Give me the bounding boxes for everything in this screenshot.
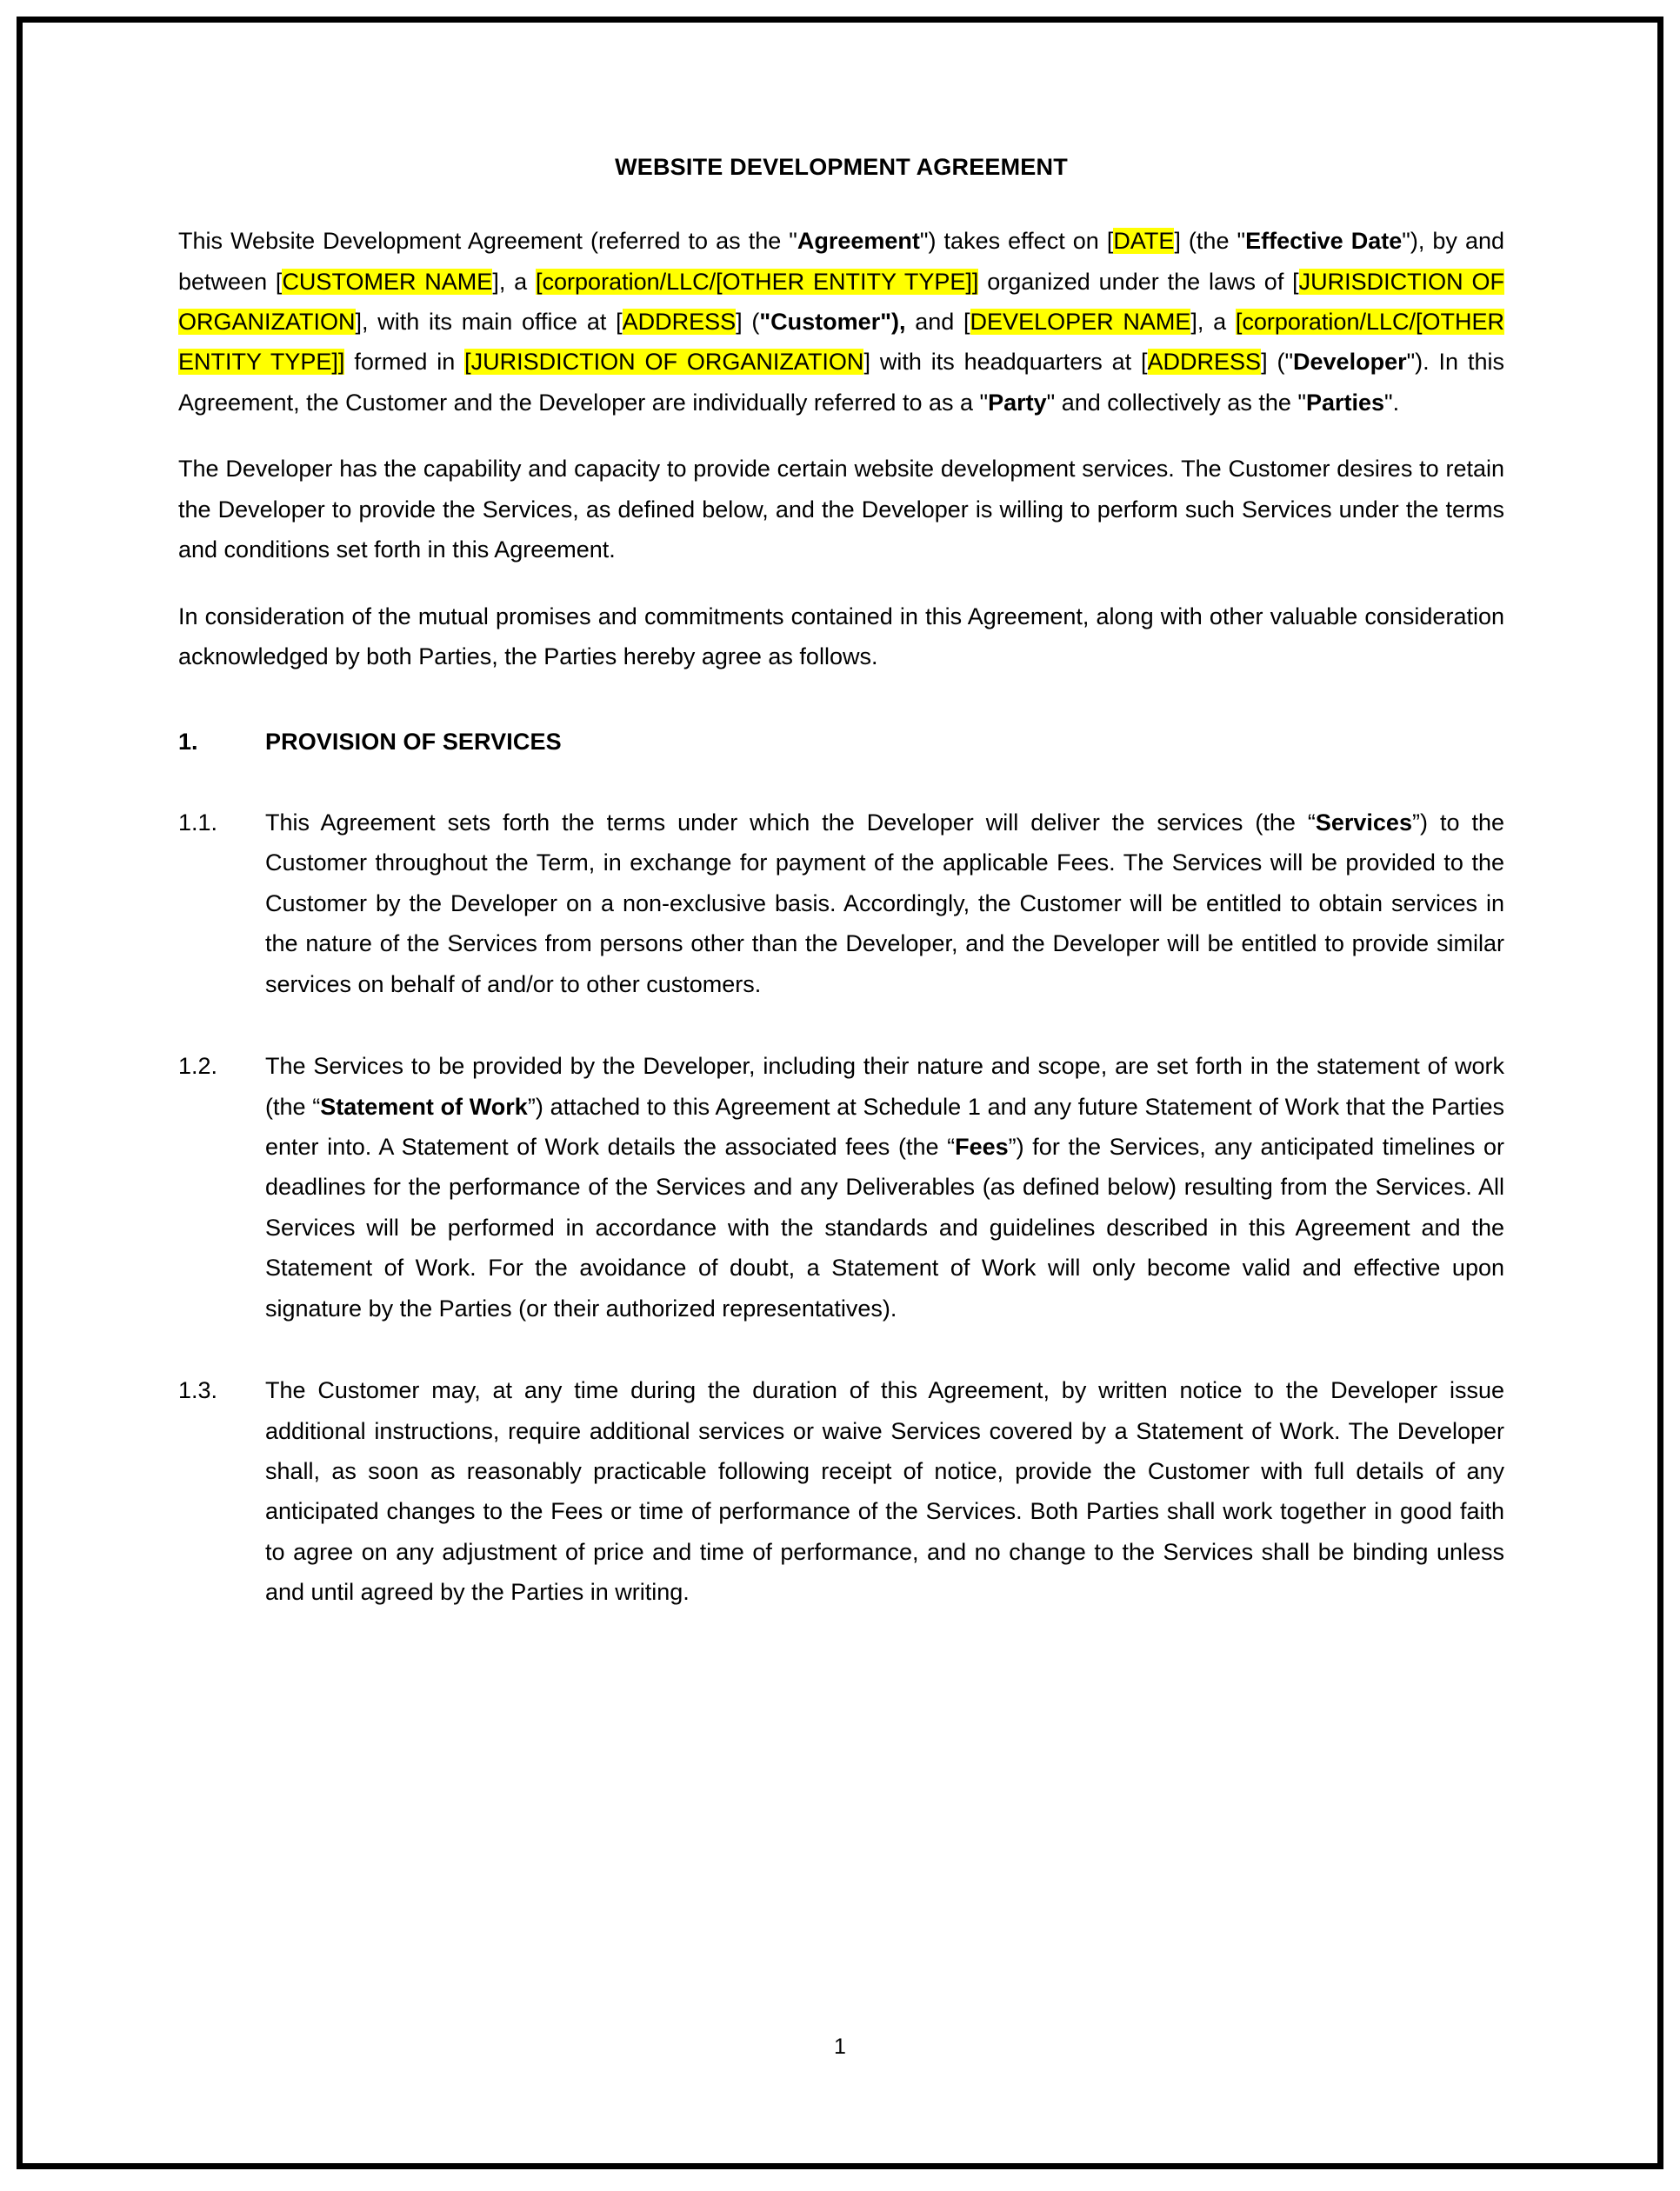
placeholder-customer-jurisdiction: JURISDICTION OF ORGANIZATION (178, 268, 1505, 335)
page-number: 1 (834, 2034, 846, 2059)
clause-1-1 (178, 802, 1504, 1004)
defined-term-party: Party (988, 389, 1047, 416)
defined-term-services: Services (1315, 809, 1412, 836)
placeholder-customer-name: CUSTOMER NAME (282, 268, 493, 295)
clause-1-3 (178, 1370, 1504, 1613)
preamble-text-10: ], a (1190, 308, 1236, 335)
preamble-text-2: ") takes effect on [ (919, 228, 1114, 255)
preamble-text-12: ] with its headquarters at [ (863, 349, 1148, 376)
preamble-text-15: " and collectively as the " (1046, 389, 1306, 416)
defined-term-statement-of-work: Statement of Work (320, 1093, 528, 1120)
placeholder-date: DATE (1113, 228, 1175, 255)
clause-1-2 (178, 1046, 1504, 1329)
defined-term-developer: Developer (1293, 349, 1407, 376)
section-number: 1. (178, 729, 198, 756)
clause-number: 1.1. (178, 809, 218, 836)
clause-text-3: ”) for the Services, any anticipated timelines or deadlines for the performance of the Services and any Deliverables (as defined below) resulting from the Services. All Services will be performed in accordance with the standards and guidelines described in this Agreement and the Statement of Work. For the avoidance of doubt, a Statement of Work will only become valid and effective upon signature by the Parties (or their authorized representatives). (265, 1133, 1504, 1322)
clause-number: 1.3. (178, 1377, 218, 1404)
preamble-text-8: ] ( (736, 308, 760, 335)
preamble-paragraph-consideration: In consideration of the mutual promises and commitments contained in this Agreement, along with other valuable consideration acknowledged by both Parties, the Parties hereby agree as follows. (178, 603, 1504, 670)
preamble-text-9: and [ (905, 308, 970, 335)
section-heading-1 (178, 722, 1504, 762)
placeholder-developer-address: ADDRESS (1147, 349, 1262, 376)
preamble-text-4: "), by and between [ (178, 228, 1505, 295)
clause-text-1: The Services to be provided by the Developer, including their nature and scope, are set forth in the statement of work (the “ (265, 1053, 1504, 1120)
clause-text-2: ”) to the Customer throughout the Term, in exchange for payment of the applicable Fees. The Services will be provided to the Customer by the Developer on a non-exclusive basis. Accordingly, the Customer will be entitled to obtain services in the nature of the Services from persons other than the Developer, and the Developer will be entitled to provide similar services on behalf of and/or to other customers. (265, 809, 1504, 997)
preamble-text-14: "). In this Agreement, the Customer and the Developer are individually referred to as a " (178, 349, 1504, 416)
preamble-text-3: ] (the " (1174, 228, 1246, 255)
defined-term-effective-date: Effective Date (1245, 228, 1403, 255)
clause-number: 1.2. (178, 1053, 218, 1080)
clause-text-2: ”) attached to this Agreement at Schedule 1 and any future Statement of Work that the Parties enter into. A Statement of Work details the associated fees (the “ (265, 1093, 1504, 1160)
preamble-text-16: ". (1384, 389, 1400, 416)
placeholder-developer-entity-type: [corporation/LLC/[OTHER ENTITY TYPE]] (178, 308, 1504, 376)
section-title: PROVISION OF SERVICES (265, 729, 562, 756)
defined-term-agreement: Agreement (797, 228, 920, 255)
preamble-text-6: organized under the laws of [ (978, 268, 1299, 295)
clause-body (265, 1046, 1504, 1329)
defined-term-customer: "Customer"), (759, 308, 906, 335)
clause-body (265, 802, 1504, 1004)
preamble-paragraph-parties (178, 221, 1504, 423)
clause-body: The Customer may, at any time during the duration of this Agreement, by written notice to the Developer issue additional instructions, require additional services or waive Services covered by a Statement of Work. The Developer shall, as soon as reasonably practicable following receipt of notice, provide the Customer with full details of any anticipated changes to the Fees or time of performance of the Services. Both Parties shall work together in good faith to agree on any adjustment of price and time of performance, and no change to the Services shall be binding unless and until agreed by the Parties in writing. (265, 1377, 1504, 1606)
preamble-text-13: ] (" (1261, 349, 1294, 376)
placeholder-customer-address: ADDRESS (622, 308, 737, 335)
placeholder-developer-jurisdiction: [JURISDICTION OF ORGANIZATION (464, 349, 864, 376)
preamble-text-7: ], with its main office at [ (355, 308, 623, 335)
preamble-text-5: ], a (492, 268, 537, 295)
clause-text-1: This Agreement sets forth the terms under which the Developer will deliver the services (the “ (265, 809, 1316, 836)
preamble-paragraph-recital: The Developer has the capability and capacity to provide certain website development services. The Customer desires to retain the Developer to provide the Services, as defined below, and the Developer is willing to perform such Services under the terms and conditions set forth in this Agreement. (178, 456, 1504, 563)
preamble-text-1: This Website Development Agreement (referred to as the " (178, 228, 797, 255)
placeholder-developer-name: DEVELOPER NAME (970, 308, 1191, 335)
defined-term-parties: Parties (1305, 389, 1385, 416)
placeholder-customer-entity-type: [corporation/LLC/[OTHER ENTITY TYPE]] (536, 268, 979, 295)
preamble-text-11: formed in (344, 349, 465, 376)
document-content (178, 152, 1504, 1655)
page-title: WEBSITE DEVELOPMENT AGREEMENT (615, 154, 1068, 180)
defined-term-fees: Fees (955, 1133, 1009, 1160)
